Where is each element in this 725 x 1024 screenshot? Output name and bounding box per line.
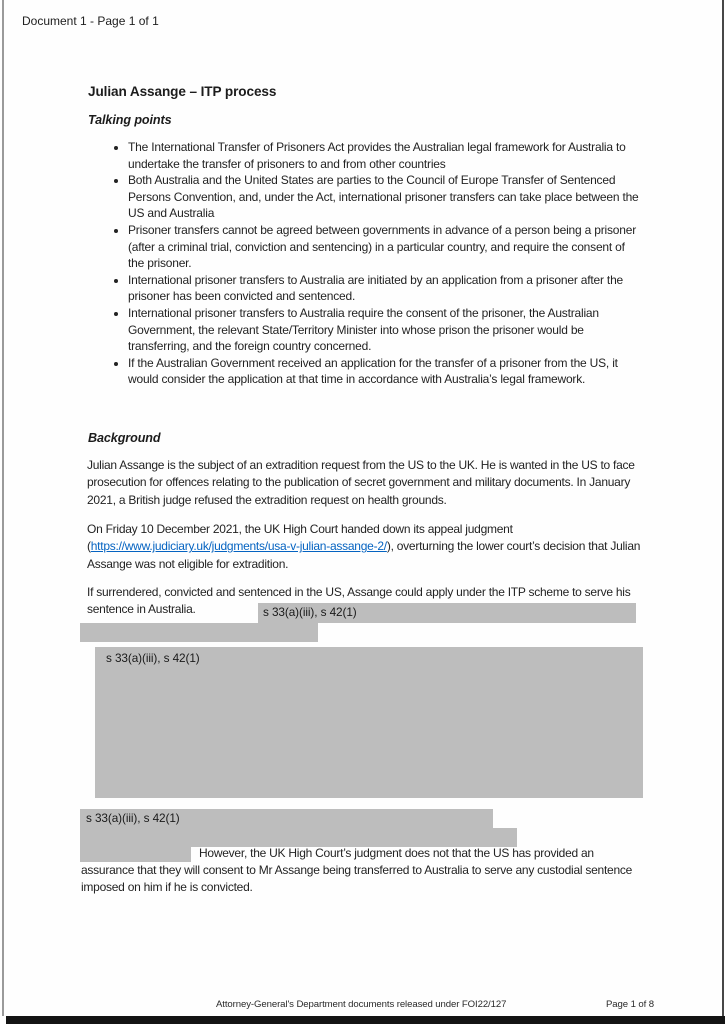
document-page-indicator: Document 1 - Page 1 of 1 (22, 14, 159, 28)
background-paragraph-3: If surrendered, convicted and sentenced in the US, Assange could apply under the ITP scheme to serve his sentence in Australia. (87, 585, 631, 617)
page-border-left (2, 0, 4, 1016)
redaction-box (80, 809, 493, 828)
paragraph-text: On Friday 10 December 2021, the UK High Court handed down its appeal judgment ( (87, 522, 513, 554)
background-paragraph-2 (87, 521, 645, 573)
redaction-box (80, 623, 318, 642)
paragraph-text: ), overturning the lower court’s decision that Julian Assange was not eligible for extradition. (87, 539, 641, 571)
background-paragraph-4: However, the UK High Court’s judgment does not that the US has provided an assurance that they will consent to Mr Assange being transferred to Australia to serve any custodial sentence imposed on him if he is convicted. (81, 846, 633, 895)
redaction-box (258, 603, 636, 623)
redaction-label: s 33(a)(iii), s 42(1) (86, 811, 180, 825)
bullet-item: • The International Transfer of Prisoners Act provides the Australian legal framework for Australia to undertake the transfer of prisoners to and from other countries (128, 139, 640, 172)
background-paragraph-1: Julian Assange is the subject of an extradition request from the US to the UK. He is wanted in the US to face prosecution for offences relating to the publication of secret government and military documents. In January 2021, a British judge refused the extradition request on health grounds. (87, 458, 635, 507)
talking-points-list (88, 139, 640, 388)
redaction-label: s 33(a)(iii), s 42(1) (106, 651, 200, 665)
bullet-item: • Prisoner transfers cannot be agreed between governments in advance of a person being a prisoner (after a criminal trial, conviction and sentencing) in a particular country, and require the consent of the prisoner. (128, 222, 640, 272)
page-number: Page 1 of 8 (606, 999, 654, 1010)
bullet-item: • International prisoner transfers to Australia require the consent of the prisoner, the Australian Government, the relevant State/Territory Minister into whose prison the prisoner would be transferring, and the foreign country concerned. (128, 305, 640, 355)
foi-release-note: Attorney-General's Department documents released under FOI22/127 (216, 999, 507, 1010)
talking-points-heading: Talking points (88, 113, 172, 127)
bullet-item: • Both Australia and the United States are parties to the Council of Europe Transfer of Sentenced Persons Convention, and, under the Act, international prisoner transfers can take place between the US and Australia (128, 172, 640, 222)
redaction-label: s 33(a)(iii), s 42(1) (263, 605, 357, 619)
bullet-item: • International prisoner transfers to Australia are initiated by an application from a prisoner after the prisoner has been convicted and sentenced. (128, 272, 640, 305)
page-border-right (722, 0, 724, 1016)
background-heading: Background (88, 431, 161, 445)
page-bottom-bar (6, 1016, 725, 1024)
redaction-box (95, 647, 643, 798)
judgment-link[interactable]: https://www.judiciary.uk/judgments/usa-v-julian-assange-2/ (90, 539, 387, 554)
bullet-item: • If the Australian Government received an application for the transfer of a prisoner from the US, it would consider the application at that time in accordance with Australia’s legal framework. (128, 355, 640, 388)
document-title: Julian Assange – ITP process (88, 84, 277, 99)
